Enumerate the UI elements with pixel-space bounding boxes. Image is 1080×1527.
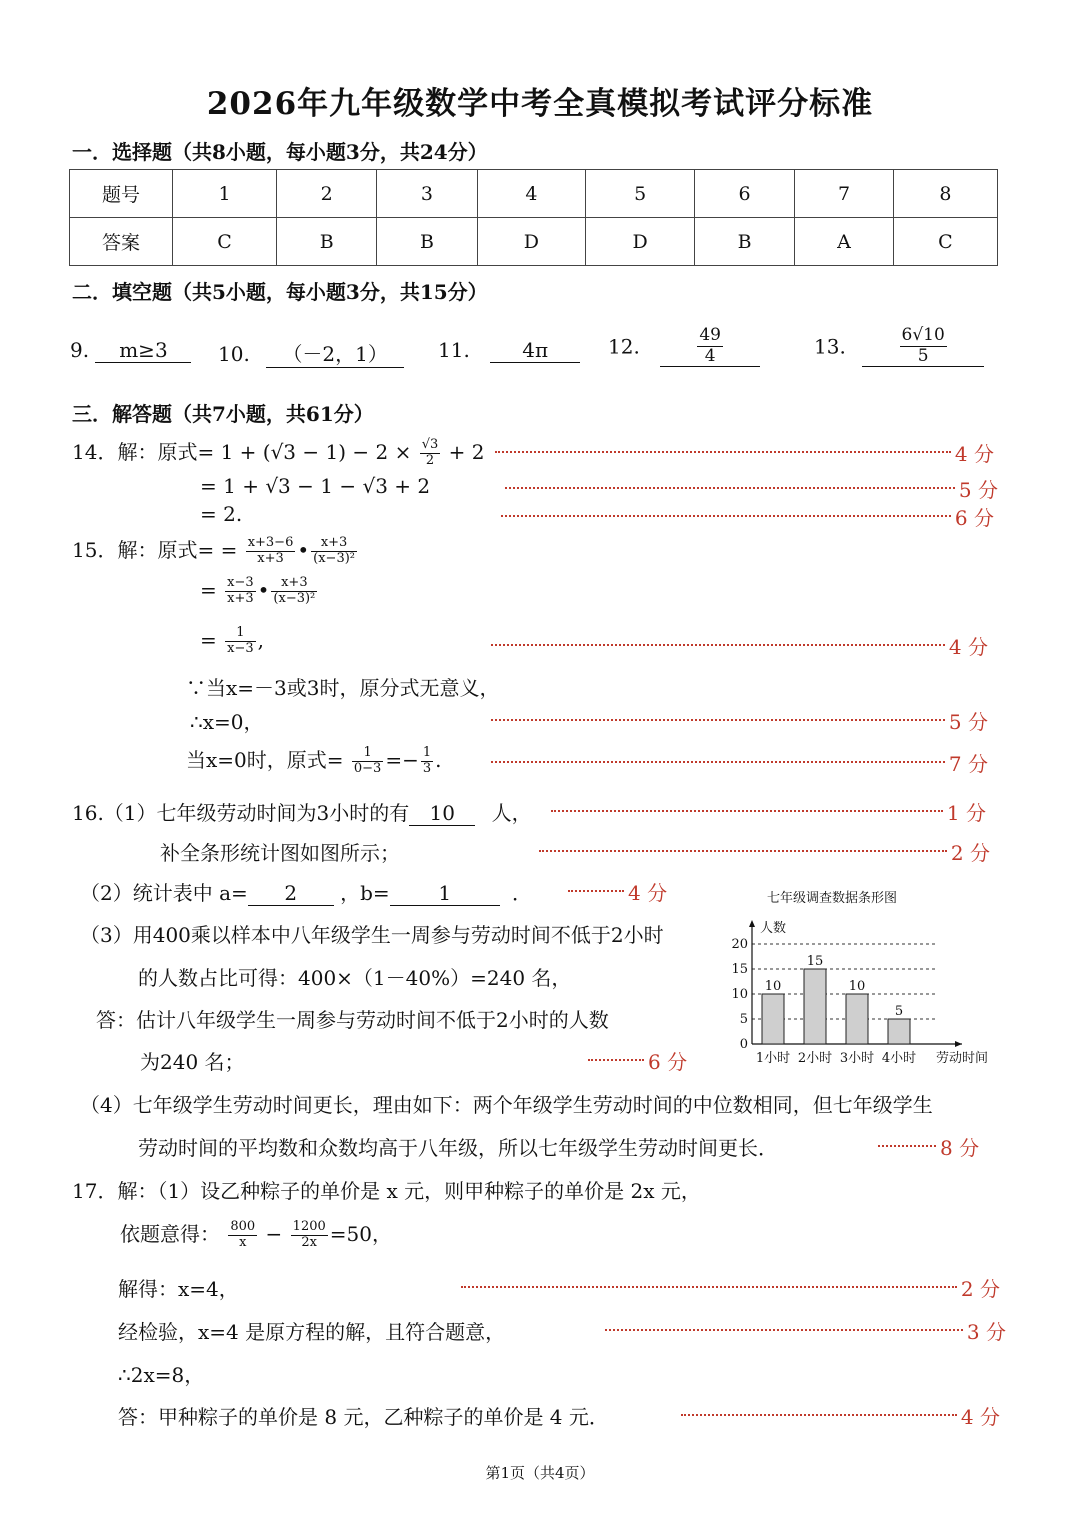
fill-answer: m≥3: [95, 338, 191, 363]
table-cell: B: [277, 218, 377, 266]
q16-part3-line2: 的人数占比可得：400×（1－40%）=240 名，: [138, 966, 572, 990]
q17-line4: 经检验，x=4 是原方程的解，且符合题意，: [118, 1320, 506, 1344]
page-title: 2026年九年级数学中考全真模拟考试评分标准: [206, 86, 874, 122]
y-tick-label: 20: [731, 937, 748, 952]
q15-line6: [186, 744, 441, 777]
table-cell: 3: [377, 170, 477, 218]
q16-part4-line1: （4）七年级学生劳动时间更长，理由如下：两个年级学生劳动时间的中位数相同，但七年级学生: [80, 1093, 933, 1117]
score-text: 6 分: [954, 506, 994, 530]
operator: =: [200, 627, 217, 652]
q16-part3-line1: （3）用400乘以样本中八年级学生一周参与劳动时间不低于2小时: [80, 923, 664, 947]
punctuation: ．: [512, 881, 533, 905]
score-mark: [491, 748, 988, 777]
q15-line5: ∴x=0，: [190, 710, 264, 734]
score-mark: [495, 438, 994, 467]
q14-line2: = 1 + √3 − 1 − √3 + 2: [200, 474, 431, 498]
table-cell: D: [586, 218, 695, 266]
table-cell: B: [694, 218, 794, 266]
table-cell: 2: [277, 170, 377, 218]
denominator: x: [239, 1235, 247, 1250]
fill-answer: 10: [409, 801, 475, 826]
q16-part4-line2: 劳动时间的平均数和众数均高于八年级，所以七年级学生劳动时间更长．: [138, 1136, 778, 1160]
denominator: 0−3: [353, 761, 382, 776]
table-cell: 4: [477, 170, 586, 218]
x-tick-label: 4小时: [881, 1051, 917, 1066]
fraction: [421, 746, 433, 777]
expression: 15．解：原式= =: [72, 538, 238, 562]
bar: [888, 1019, 910, 1044]
score-text: 4 分: [628, 881, 668, 905]
item-number: 13.: [814, 334, 846, 359]
q17-line3: 解得：x=4，: [118, 1277, 239, 1301]
item-number: 12.: [608, 334, 640, 359]
denominator: x+3: [227, 590, 254, 606]
numerator: 1: [352, 746, 383, 762]
score-text: 6 分: [648, 1050, 688, 1074]
denominator: 4: [704, 345, 716, 366]
fraction: [311, 536, 357, 567]
chart-title: 七年级调查数据条形图: [766, 891, 898, 906]
q14-line1: [72, 436, 484, 469]
bar-value-label: 15: [806, 954, 824, 969]
table-cell: B: [377, 218, 477, 266]
answer-table: [69, 169, 998, 266]
score-text: 4 分: [948, 635, 988, 659]
denominator: 2: [425, 453, 435, 468]
numerator: x+3−6: [247, 535, 294, 551]
fraction: [225, 576, 256, 607]
fill-item-9: [70, 338, 191, 363]
score-text: 2 分: [960, 1277, 1000, 1301]
q15-line4: ∵当x=－3或3时，原分式无意义，: [186, 676, 500, 700]
table-cell: A: [795, 218, 894, 266]
numerator: √3: [421, 437, 439, 453]
bar-value-label: 5: [894, 1004, 904, 1019]
numerator: 800: [230, 1219, 256, 1235]
score-mark: [588, 1046, 687, 1075]
score-text: 7 分: [948, 752, 988, 776]
operator: •: [257, 577, 270, 602]
section2-heading: 二．填空题（共5小题，每小题3分，共15分）: [72, 280, 488, 304]
operator: =: [200, 577, 217, 602]
numerator: x−3: [227, 575, 254, 590]
section3-heading: 三．解答题（共7小题，共61分）: [72, 402, 374, 426]
numerator: x+3: [311, 536, 357, 552]
numerator: 1200: [292, 1219, 326, 1235]
bar-chart: [712, 882, 1012, 1072]
question-text: ，b=: [340, 881, 390, 905]
fill-answer: 4π: [490, 338, 580, 363]
q17-line6: 答：甲种粽子的单价是 8 元，乙种粽子的单价是 4 元．: [118, 1405, 609, 1429]
expression: + 2: [448, 440, 485, 464]
numerator: x+3: [271, 576, 317, 592]
fill-answer: [660, 326, 760, 367]
score-mark: [605, 1316, 1006, 1345]
q16-part3-line3: 答：估计八年级学生一周参与劳动时间不低于2小时的人数: [96, 1008, 609, 1032]
bar-value-label: 10: [764, 979, 782, 994]
question-text: （2）统计表中 a=: [80, 881, 248, 905]
punctuation: ,: [257, 627, 264, 652]
q17-line1: 17．解：（1）设乙种粽子的单价是 x 元，则甲种粽子的单价是 2x 元，: [72, 1179, 701, 1203]
fraction: [420, 438, 441, 469]
score-text: 3 分: [966, 1320, 1006, 1344]
y-tick-label: 0: [739, 1037, 748, 1052]
bar-value-label: 10: [848, 979, 866, 994]
score-mark: [461, 1273, 1000, 1302]
denominator: x+3: [257, 551, 284, 566]
score-text: 8 分: [940, 1136, 980, 1160]
table-row: [70, 170, 998, 218]
score-mark: [491, 706, 988, 735]
numerator: 1: [422, 745, 432, 761]
numerator: 1: [225, 626, 256, 642]
operator: −: [265, 1222, 283, 1246]
q16-part3-line4: 为240 名；: [140, 1050, 245, 1074]
fraction: [246, 536, 296, 567]
table-row: [70, 218, 998, 266]
denominator: 3: [422, 761, 432, 776]
denominator: 5: [917, 345, 929, 366]
table-cell: C: [173, 218, 277, 266]
fill-item-12: [608, 326, 760, 367]
q16-part1-line2: 补全条形统计图如图所示；: [160, 841, 400, 865]
item-number: 9.: [70, 338, 90, 362]
score-mark: [878, 1132, 979, 1161]
q15-line3: [200, 626, 264, 657]
score-mark: [491, 631, 988, 660]
table-cell: D: [477, 218, 586, 266]
question-text: 16.（1）七年级劳动时间为3小时的有: [72, 801, 410, 825]
question-text: =50，: [329, 1222, 392, 1246]
score-mark: [681, 1401, 1000, 1430]
x-axis-arrow: [955, 1041, 962, 1047]
fill-answer: （－2，1）: [266, 338, 404, 368]
fraction: [352, 746, 383, 777]
score-text: 2 分: [950, 841, 990, 865]
score-text: 1 分: [946, 801, 986, 825]
bar: [846, 994, 868, 1044]
punctuation: .: [435, 748, 442, 772]
table-cell: 1: [173, 170, 277, 218]
y-tick-label: 10: [731, 987, 748, 1002]
table-cell: 5: [586, 170, 695, 218]
table-cell: 7: [795, 170, 894, 218]
item-number: 10.: [218, 342, 250, 366]
y-tick-label: 15: [731, 962, 748, 977]
score-text: 4 分: [960, 1405, 1000, 1429]
score-mark: [501, 502, 994, 531]
fill-answer: 2: [248, 881, 334, 906]
table-cell: 6: [694, 170, 794, 218]
fraction: [291, 1220, 328, 1251]
bar: [804, 969, 826, 1044]
operator: =−: [385, 748, 419, 772]
fraction: [225, 626, 256, 657]
score-mark: [539, 837, 990, 866]
q16-part2: [80, 877, 532, 906]
y-tick-label: 5: [739, 1012, 748, 1027]
denominator: (x−3)²: [313, 551, 356, 566]
x-axis-label: 劳动时间: [936, 1051, 989, 1066]
numerator: 6√10: [901, 325, 945, 345]
fill-item-10: [218, 338, 404, 368]
fraction: [271, 576, 317, 607]
q16-part1: [72, 797, 532, 826]
table-cell: 答案: [70, 218, 173, 266]
score-mark: [551, 797, 986, 826]
item-number: 11.: [438, 338, 470, 362]
x-tick-label: 1小时: [755, 1051, 791, 1066]
score-text: 4 分: [954, 442, 994, 466]
q14-line3: = 2.: [200, 502, 243, 526]
score-mark: [568, 877, 667, 906]
fill-answer: [862, 326, 984, 367]
x-tick-label: 3小时: [839, 1051, 875, 1066]
question-text: 人，: [491, 801, 532, 825]
q17-line2: [120, 1218, 392, 1251]
expression: 14．解：原式= 1 + (√3 − 1) − 2 ×: [72, 440, 412, 464]
fill-item-11: [438, 338, 580, 363]
denominator: x−3: [227, 640, 254, 656]
y-axis-label: 人数: [760, 921, 787, 936]
q17-line5: ∴2x=8，: [118, 1363, 205, 1387]
expression: 当x=0时，原式=: [186, 748, 344, 772]
fill-answer: 1: [390, 881, 500, 906]
x-tick-label: 2小时: [797, 1051, 833, 1066]
fraction: [697, 326, 723, 366]
numerator: 49: [699, 325, 721, 345]
page-footer: 第1页（共4页）: [485, 1464, 595, 1482]
table-cell: 题号: [70, 170, 173, 218]
table-cell: C: [893, 218, 997, 266]
fill-item-13: [814, 326, 984, 367]
denominator: (x−3)²: [273, 590, 316, 606]
y-axis-arrow: [749, 920, 755, 927]
section1-heading: 一．选择题（共8小题，每小题3分，共24分）: [72, 140, 488, 164]
score-text: 5 分: [958, 478, 998, 502]
table-cell: 8: [893, 170, 997, 218]
score-mark: [505, 474, 998, 503]
question-text: 依题意得：: [120, 1222, 220, 1246]
denominator: 2x: [301, 1235, 318, 1250]
fraction: [900, 326, 947, 366]
operator: •: [297, 538, 310, 562]
q15-line2: [200, 576, 319, 607]
fraction: [228, 1220, 257, 1251]
score-text: 5 分: [948, 710, 988, 734]
q15-line1: [72, 534, 359, 567]
bar: [762, 994, 784, 1044]
